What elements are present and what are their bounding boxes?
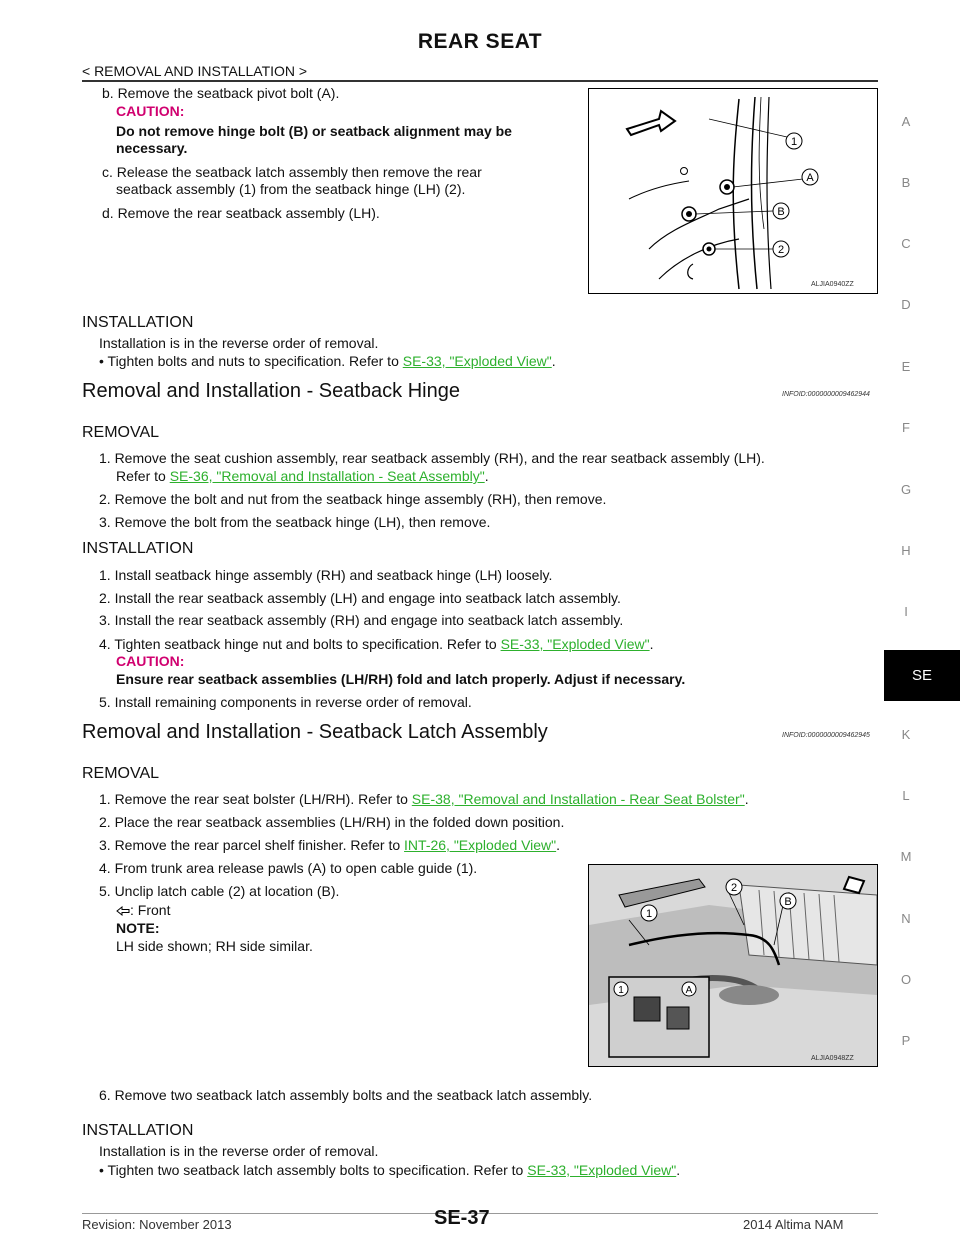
removal-heading: REMOVAL (82, 765, 160, 782)
side-index-n[interactable]: N (901, 911, 911, 926)
text: . (484, 468, 489, 484)
install-text: Installation is in the reverse order of removal. (99, 335, 379, 351)
step-4 (99, 636, 653, 653)
fig2-label: A (685, 985, 693, 996)
side-index-c[interactable]: C (901, 236, 911, 251)
info-id: INFOID:0000000009462944 (782, 391, 870, 398)
fig2-label: 2 (730, 882, 738, 894)
header-divider (82, 80, 878, 82)
section-title-seatback-hinge: Removal and Installation - Seatback Hinge (82, 380, 460, 402)
link-se-36-seat-assembly[interactable]: SE-36, "Removal and Installation - Seat Assembly" (169, 468, 485, 484)
side-index-p[interactable]: P (901, 1033, 911, 1048)
figure-hinge (588, 88, 878, 294)
latch-illustration (589, 865, 877, 1066)
text: • Tighten bolts and nuts to specification. Refer to (99, 353, 403, 369)
step-d: d. Remove the rear seatback assembly (LH). (102, 205, 380, 221)
side-index-d[interactable]: D (901, 297, 911, 312)
installation-heading: INSTALLATION (82, 314, 194, 331)
callout-1 (641, 905, 657, 921)
section-subtitle: < REMOVAL AND INSTALLATION > (82, 63, 308, 79)
info-id: INFOID:0000000009462945 (782, 732, 870, 739)
side-index-l[interactable]: L (902, 788, 910, 803)
hinge-illustration (589, 89, 877, 293)
text: 1. Remove the rear seat bolster (LH/RH). Refer to (99, 791, 412, 807)
caution-label: CAUTION: (116, 653, 185, 669)
fig2-label: B (784, 896, 792, 908)
fig1-label: 1 (790, 136, 798, 148)
link-se-38-rear-seat-bolster[interactable]: SE-38, "Removal and Installation - Rear Seat Bolster" (411, 791, 745, 807)
model-name: 2014 Altima NAM (743, 1217, 844, 1232)
side-index-m[interactable]: M (900, 849, 912, 864)
step-4: 4. From trunk area release pawls (A) to open cable guide (1). (99, 860, 478, 876)
side-index-h[interactable]: H (901, 543, 911, 558)
step-c: c. Release the seatback latch assembly then remove the rear (102, 164, 482, 180)
link-se-33-exploded-view[interactable]: SE-33, "Exploded View" (527, 1162, 677, 1178)
link-se-33-exploded-view[interactable]: SE-33, "Exploded View" (500, 636, 650, 652)
front-arrow-icon (627, 111, 675, 135)
text: . (649, 636, 654, 652)
link-int-26-exploded-view[interactable]: INT-26, "Exploded View" (404, 837, 557, 853)
step-2: 2. Install the rear seatback assembly (LH) and engage into seatback latch assembly. (99, 590, 621, 606)
callout-1-inset (614, 982, 628, 996)
text: 3. Remove the rear parcel shelf finisher. Refer to (99, 837, 405, 853)
step-1: 1. Install seatback hinge assembly (RH) and seatback hinge (LH) loosely. (99, 567, 553, 583)
removal-heading: REMOVAL (82, 424, 160, 441)
text: . (676, 1162, 681, 1178)
step-2: 2. Remove the bolt and nut from the seatback hinge assembly (RH), then remove. (99, 491, 607, 507)
step-c-cont: seatback assembly (1) from the seatback hinge (LH) (2). (116, 181, 466, 197)
side-index-e[interactable]: E (901, 359, 911, 374)
revision-date: Revision: November 2013 (82, 1217, 232, 1232)
callout-a-inset (682, 982, 696, 996)
front-arrow-icon (844, 877, 864, 893)
step-3 (99, 837, 560, 854)
installation-heading: INSTALLATION (82, 540, 194, 557)
text: . (551, 353, 556, 369)
text: 4. Tighten seatback hinge nut and bolts to specification. Refer to (99, 636, 501, 652)
side-index-i[interactable]: I (904, 604, 908, 619)
callout-b (780, 893, 796, 909)
side-index-b[interactable]: B (901, 175, 911, 190)
side-index-g[interactable]: G (900, 482, 912, 497)
step-1-refer (116, 468, 489, 485)
caution-text: Do not remove hinge bolt (B) or seatback alignment may be (116, 123, 512, 139)
figure-latch (588, 864, 878, 1067)
step-1: 1. Remove the seat cushion assembly, rear seatback assembly (RH), and the rear seatback assembly (LH). (99, 450, 765, 466)
fig1-label: B (777, 206, 785, 218)
note-label: NOTE: (116, 920, 160, 936)
text: Refer to (116, 468, 170, 484)
installation-heading: INSTALLATION (82, 1122, 194, 1139)
note-text: LH side shown; RH side similar. (116, 938, 313, 954)
step-5: 5. Install remaining components in reverse order of removal. (99, 694, 472, 710)
install-tighten (99, 353, 556, 370)
callout-1 (786, 133, 802, 149)
side-index-a[interactable]: A (901, 114, 911, 129)
callout-a (802, 169, 818, 185)
text: . (744, 791, 749, 807)
fig1-label: A (806, 172, 814, 184)
text: • Tighten two seatback latch assembly bolts to specification. Refer to (99, 1162, 528, 1178)
page-number: SE-37 (434, 1207, 490, 1229)
caution-text: Ensure rear seatback assemblies (LH/RH) fold and latch properly. Adjust if necessary. (116, 671, 686, 687)
callout-2 (726, 879, 742, 895)
step-b: b. Remove the seatback pivot bolt (A). (102, 85, 340, 101)
side-index-active-tab[interactable]: SE (884, 650, 960, 701)
install-tighten (99, 1162, 680, 1179)
fig2-label: 1 (618, 985, 624, 996)
figure-id: ALJIA0940ZZ (811, 281, 854, 288)
side-index-k[interactable]: K (901, 727, 911, 742)
caution-label: CAUTION: (116, 103, 185, 119)
side-index-o[interactable]: O (900, 972, 912, 987)
text: . (556, 837, 561, 853)
step-1 (99, 791, 749, 808)
link-se-33-exploded-view[interactable]: SE-33, "Exploded View" (402, 353, 552, 369)
front-legend (116, 902, 170, 919)
front-arrow-icon (116, 906, 130, 916)
caution-text: necessary. (116, 140, 188, 156)
text: : Front (130, 902, 171, 918)
step-5: 5. Unclip latch cable (2) at location (B). (99, 883, 340, 899)
fig1-label: 2 (777, 244, 785, 256)
side-index-f[interactable]: F (902, 420, 910, 435)
callout-b (773, 203, 789, 219)
step-3: 3. Remove the bolt from the seatback hinge (LH), then remove. (99, 514, 491, 530)
section-title-seatback-latch: Removal and Installation - Seatback Latch Assembly (82, 721, 548, 743)
step-2: 2. Place the rear seatback assemblies (LH/RH) in the folded down position. (99, 814, 565, 830)
fig2-label: 1 (645, 908, 653, 920)
page-title: REAR SEAT (417, 30, 543, 53)
callout-2 (773, 241, 789, 257)
step-3: 3. Install the rear seatback assembly (RH) and engage into seatback latch assembly. (99, 612, 624, 628)
install-text: Installation is in the reverse order of removal. (99, 1143, 379, 1159)
step-6: 6. Remove two seatback latch assembly bolts and the seatback latch assembly. (99, 1087, 593, 1103)
figure-id: ALJIA0948ZZ (811, 1055, 854, 1062)
